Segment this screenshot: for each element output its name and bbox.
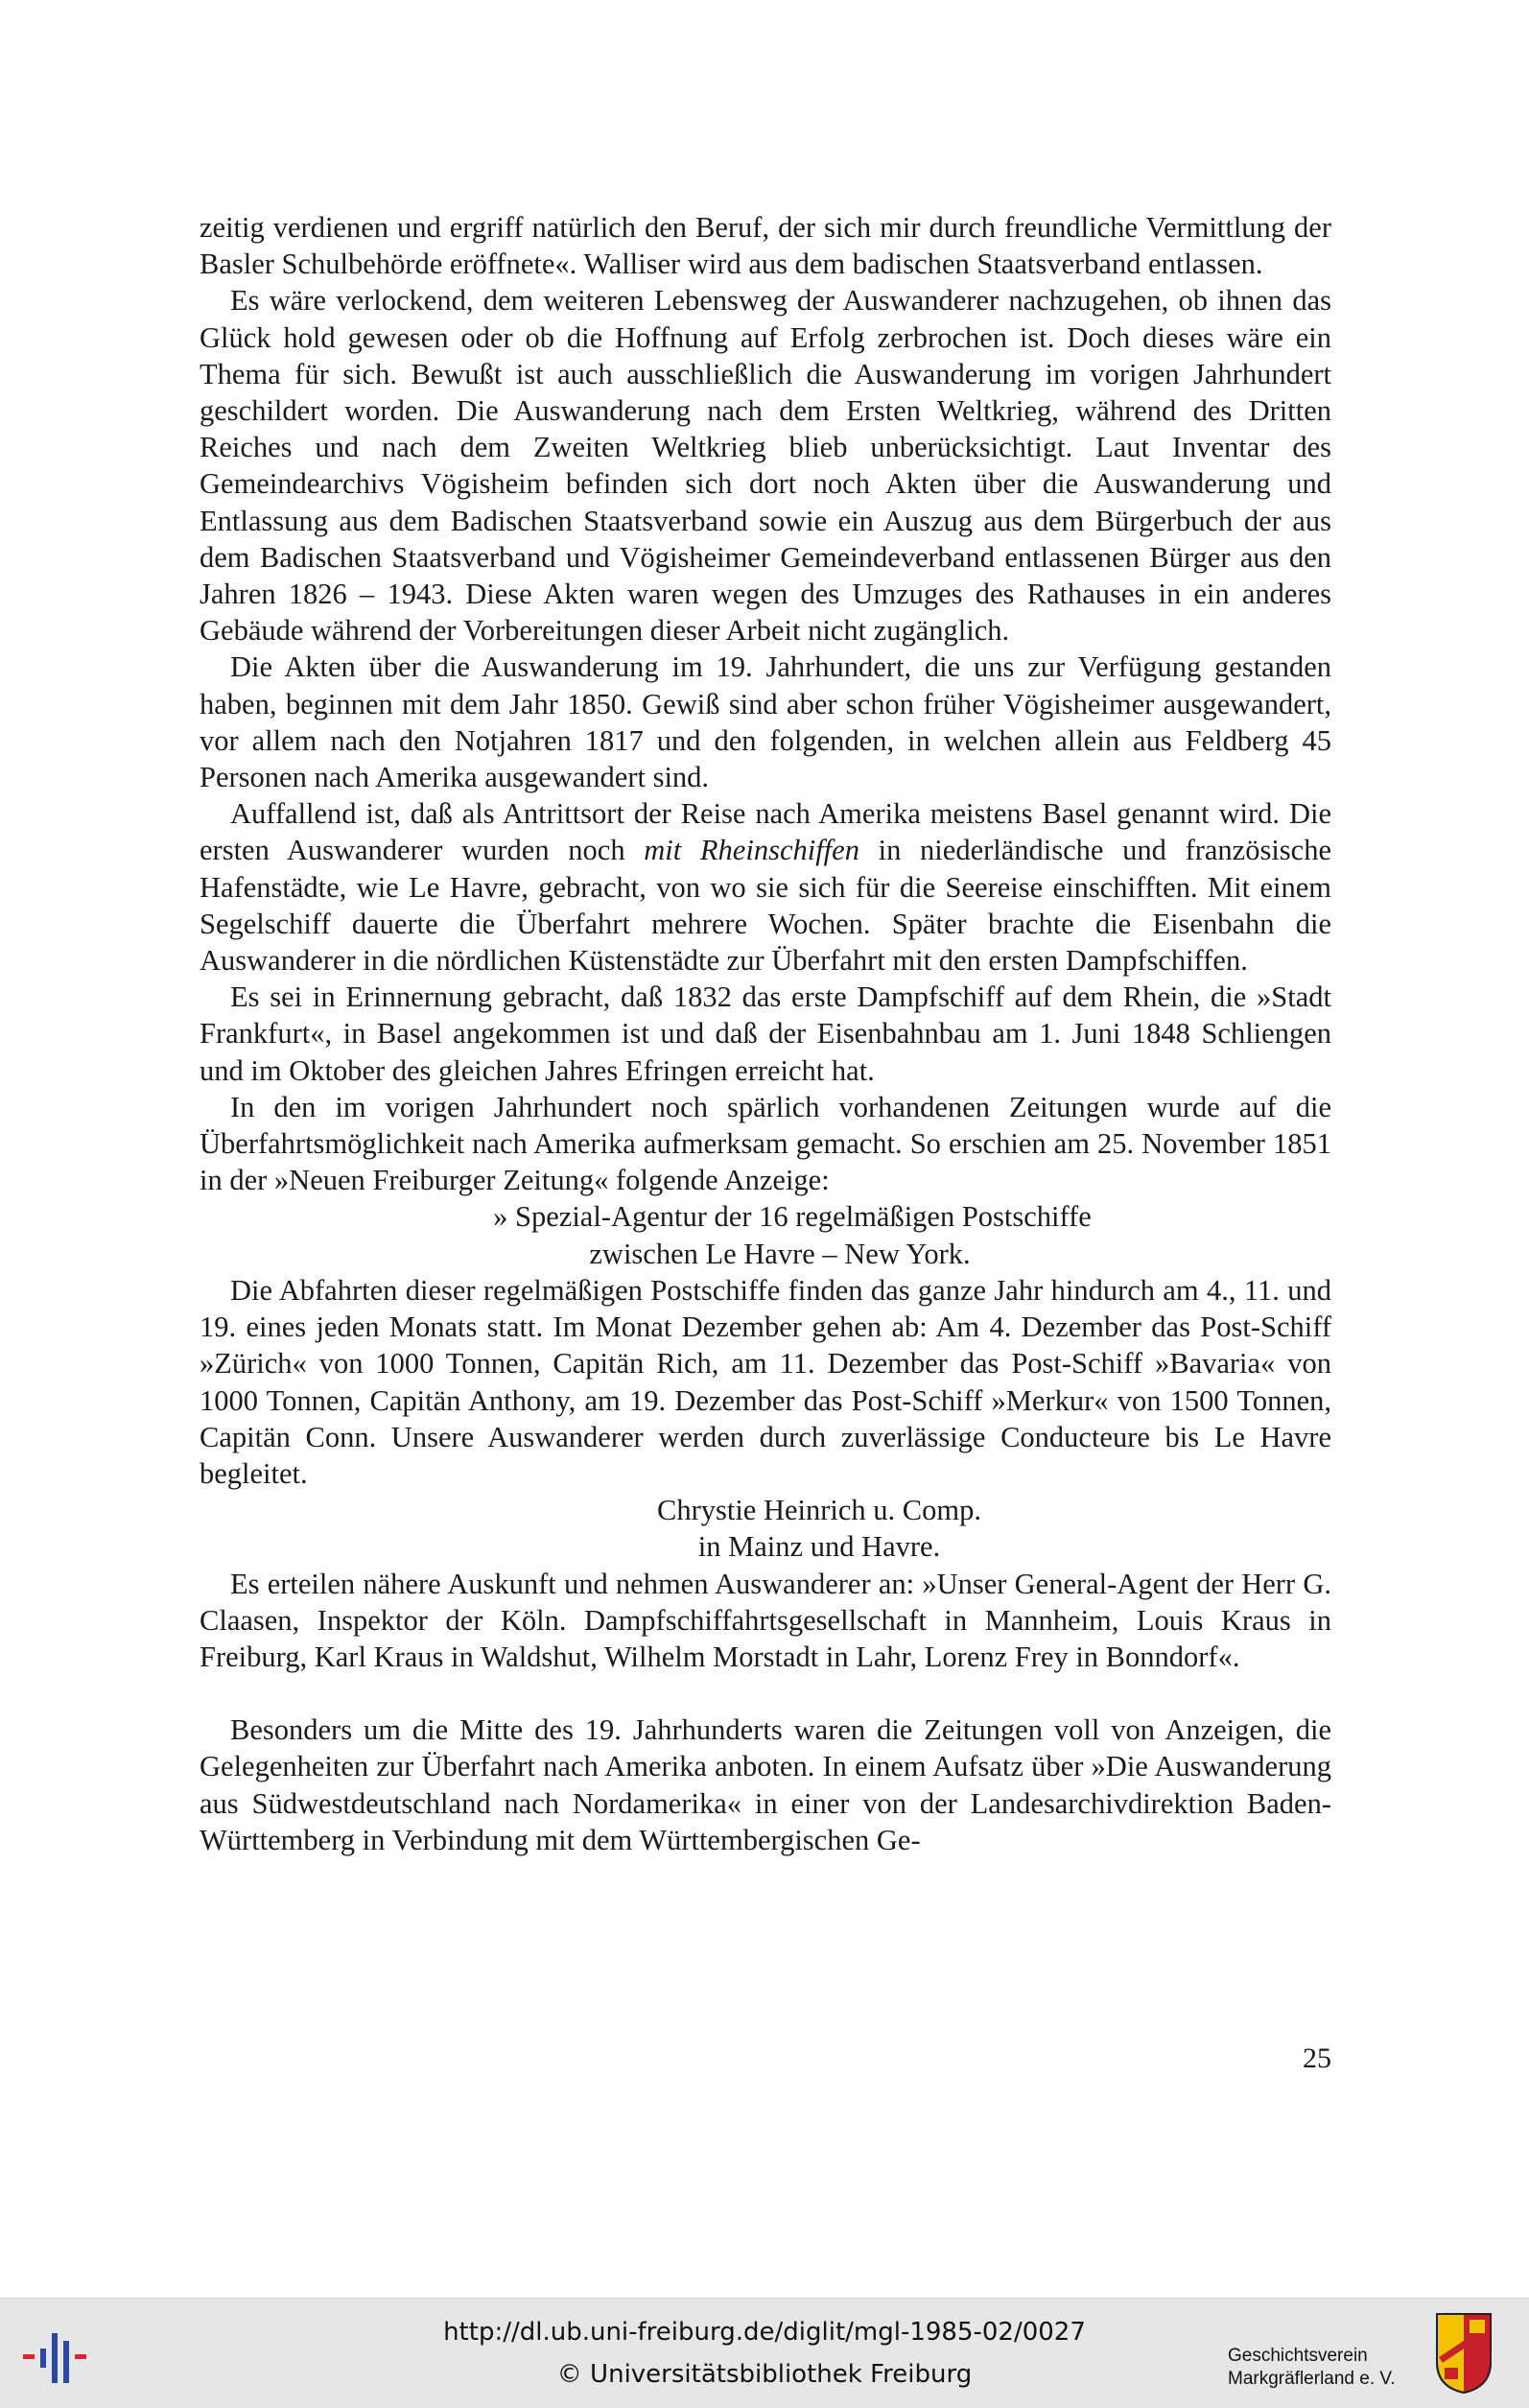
paragraph: Es erteilen nähere Auskunft und nehmen Auswanderer an: »Unser General-Agent der Herr G. Claasen, Inspektor der Köln. Dampfschiffahrtsgesellschaft in Mannheim, Louis Kraus in Freiburg, Karl Kraus in Waldshut, Wilhelm Morstadt in Lahr, Lorenz Frey in Bonndorf«.: [200, 1567, 1331, 1673]
paragraph: Die Akten über die Auswanderung im 19. Jahrhundert, die uns zur Verfügung gestanden haben, beginnen mit dem Jahr 1850. Gewiß sind aber schon früher Vögisheimer ausgewandert, vor allem nach den Notjahren 1817 und den folgenden, in welchen allein aus Feldberg 45 Personen nach Amerika ausgewandert sind.: [200, 650, 1331, 794]
paragraph: Es sei in Erinnernung gebracht, daß 1832 das erste Dampfschiff auf dem Rhein, die »Stadt Frankfurt«, in Basel angekommen ist und daß der Eisenbahnbau am 1. Juni 1848 Schliengen und im Oktober des gleichen Jahres Efringen erreicht hat.: [200, 980, 1331, 1087]
paragraph-text: in niederländische und französische Hafenstädte, wie Le Havre, gebracht, von wo sie sich für die Seereise einschifften. Mit einem Segelschiff dauerte die Überfahrt mehrere Wochen. Später brachte die Eisenbahn die Auswanderer in die nördlichen Küstenstädte zur Überfahrt mit den ersten Dampfschiffen.: [200, 834, 1332, 978]
advertisement-heading: » Spezial-Agentur der 16 regelmäßigen Postschiffe: [493, 1200, 1092, 1234]
advertisement-signature: Chrystie Heinrich u. Comp.: [656, 1494, 981, 1527]
paragraph: Die Abfahrten dieser regelmäßigen Postschiffe finden das ganze Jahr hindurch am 4., 11. und 19. eines jeden Monats statt. Im Monat Dezember gehen ab: Am 4. Dezember das Post-Schiff »Zürich« von 1000 Tonnen, Capitän Rich, am 11. Dezember das Post-Schiff »Bavaria« von 1000 Tonnen, Capitän Anthony, am 19. Dezember das Post-Schiff »Merkur« von 1500 Tonnen, Capitän Conn. Unsere Auswanderer werden durch zuverlässige Conducteure bis Le Havre begleitet.: [200, 1273, 1331, 1490]
paragraph-text: Auffallend ist, daß als Antrittsort der Reise nach Amerika meistens Basel genannt wird. Die ersten Auswanderer wurden noch: [200, 797, 1331, 867]
advertisement-location: in Mainz und Havre.: [697, 1530, 941, 1564]
advertisement-subheading: zwischen Le Havre – New York.: [589, 1237, 971, 1270]
page-number: 25: [1303, 2042, 1331, 2074]
society-name-line: Markgräflerland e. V.: [1228, 2369, 1396, 2389]
paragraph: [200, 795, 1331, 979]
paragraph: Besonders um die Mitte des 19. Jahrhunderts waren die Zeitungen voll von Anzeigen, die Gelegenheiten zur Überfahrt nach Amerika anboten. In einem Aufsatz über »Die Auswanderung aus Südwestdeutschland nach Nordamerika« in einer von der Landesarchivdirektion Baden-Württemberg in Verbindung mit dem Württembergischen Ge-: [200, 1713, 1331, 1856]
society-name: [1228, 2345, 1423, 2391]
footer-bar: [0, 2298, 1529, 2408]
paragraph: In den im vorigen Jahrhundert noch spärlich vorhandenen Zeitungen wurde auf die Überfahrtsmöglichkeit nach Amerika aufmerksam gemacht. So erschien am 25. November 1851 in der »Neuen Freiburger Zeitung« folgende Anzeige:: [200, 1090, 1331, 1197]
ub-freiburg-logo-icon[interactable]: [19, 2320, 100, 2389]
paragraph: zeitig verdienen und ergriff natürlich den Beruf, der sich mir durch freundliche Vermittlung der Basler Schulbehörde eröffnete«. Walliser wird aus dem badischen Staatsverband entlassen.: [200, 211, 1331, 281]
paragraph: Es wäre verlockend, dem weiteren Lebensweg der Auswanderer nachzugehen, ob ihnen das Glück hold gewesen oder ob die Hoffnung auf Erfolg zerbrochen ist. Doch dieses wäre ein Thema für sich. Bewußt ist auch ausschließlich die Auswanderung im vorigen Jahrhundert geschildert worden. Die Auswanderung nach dem Ersten Weltkrieg, während des Dritten Reiches und nach dem Zweiten Weltkrieg blieb unberücksichtigt. Laut Inventar des Gemeindearchivs Vögisheim befinden sich dort noch Akten über die Auswanderung und Entlassung aus dem Badischen Staatsverband sowie ein Auszug aus dem Bürgerbuch der aus dem Badischen Staatsverband und Vögisheimer Gemeindeverband entlassenen Bürger aus den Jahren 1826 – 1943. Diese Akten waren wegen des Umzuges des Rathauses in ein anderes Gebäude während der Vorbereitungen dieser Arbeit nicht zugänglich.: [200, 284, 1331, 648]
society-crest-icon[interactable]: [1435, 2312, 1493, 2395]
emphasis-text: mit Rheinschiffen: [644, 834, 859, 867]
permalink-url[interactable]: http://dl.ub.uni-freiburg.de/diglit/mgl-1985-02/0027: [443, 2318, 1086, 2347]
text-column: [200, 209, 1331, 1858]
society-name-line: Geschichtsverein: [1228, 2346, 1368, 2366]
copyright-notice: © Universitätsbibliothek Freiburg: [556, 2360, 973, 2389]
